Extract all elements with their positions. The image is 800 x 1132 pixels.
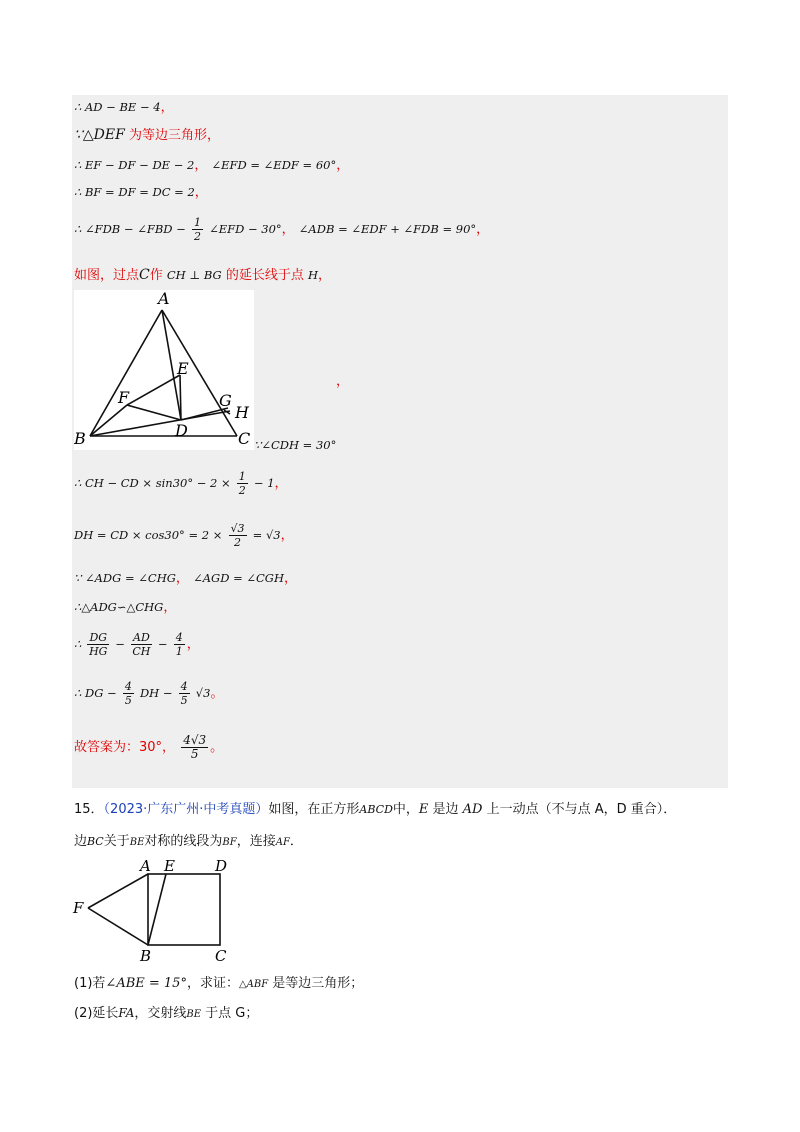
text: 于点 G； — [201, 1006, 259, 1021]
text: 作 — [149, 268, 167, 283]
text: 的延长线于点 — [221, 268, 308, 283]
label-c: C — [215, 947, 227, 965]
math-expression: ∴△ADG∽△CHG — [74, 600, 164, 614]
text: ，交射线 — [134, 1006, 187, 1021]
fraction: $\frac{AD}{CH}$ — [132, 631, 151, 658]
problem-source-link[interactable]: （2023·广东广州·中考真题） — [103, 802, 269, 817]
punct: ， — [317, 268, 331, 283]
math-expression: ∠AGD = ∠CGH — [193, 571, 285, 585]
label-c: C — [238, 429, 251, 448]
math-letter: AF — [275, 837, 290, 848]
fraction: $\frac{√3}{2}$ — [230, 522, 245, 549]
text: ，求证： — [186, 976, 239, 991]
punct: ， — [194, 158, 208, 173]
text: 如图，过点 — [74, 268, 140, 283]
punct: 。 — [210, 740, 224, 755]
solution-line-7 — [254, 437, 336, 454]
fraction: $\frac{4}{5}$ — [180, 680, 188, 707]
problem-15-line-2 — [74, 834, 303, 851]
math-expression: △ABF — [238, 979, 269, 990]
label-d: D — [175, 421, 188, 440]
punct: ， — [284, 571, 298, 586]
math-expression: DH − — [139, 686, 173, 700]
question-2 — [74, 1005, 258, 1023]
label-a: A — [140, 857, 151, 875]
stray-comma: ， — [336, 374, 350, 389]
solution-line-11 — [74, 599, 176, 616]
text: 是等边三角形； — [268, 976, 364, 991]
solution-line-10 — [74, 570, 297, 587]
solution-line-1 — [74, 99, 174, 116]
label-d: D — [215, 857, 228, 875]
solution-line-6 — [74, 267, 331, 284]
math-letter: E — [418, 802, 429, 817]
math-expression: ∵ ∠ADG = ∠CHG — [74, 571, 176, 585]
text: 如图，在正方形 — [268, 802, 360, 817]
math-letter: ABCD — [359, 803, 393, 816]
answer-line — [74, 730, 223, 766]
solution-line-4 — [74, 184, 208, 201]
math-expression: ∠EFD − 30° — [209, 222, 282, 236]
solution-line-2 — [74, 127, 220, 144]
solution-line-8 — [74, 468, 288, 499]
punct: ， — [280, 528, 294, 543]
math-letter: BF — [222, 837, 237, 848]
label-e: E — [164, 857, 175, 875]
operator: − — [115, 637, 125, 651]
math-expression: ∵∠CDH = 30° — [254, 438, 337, 452]
math-expression: ∴ EF − DF − DE − 2 — [74, 158, 195, 172]
text: (2)延长 — [74, 1006, 119, 1021]
math-letter: BE — [129, 837, 145, 848]
math-expression: ∵△DEF — [74, 127, 125, 143]
label-h: H — [235, 403, 249, 422]
math-letter: C — [139, 267, 150, 283]
math-expression: ∴ BF = DF = DC = 2 — [74, 185, 195, 199]
text: ． — [289, 834, 303, 849]
solution-line-9 — [74, 518, 294, 553]
answer-label: 故答案为：30°， — [74, 740, 176, 755]
solution-line-13 — [74, 676, 223, 711]
punct: ， — [186, 637, 200, 652]
math-expression: ∠EFD = ∠EDF = 60° — [211, 158, 337, 172]
text: (1)若 — [74, 976, 106, 991]
fraction: $\frac{1}{2}$ — [238, 470, 246, 497]
text: 对称的线段为 — [144, 834, 223, 849]
question-1 — [74, 976, 363, 993]
text: 边 — [74, 834, 88, 849]
fraction: $\frac{DG}{HG}$ — [89, 631, 108, 658]
square-figure — [70, 855, 240, 965]
label-b: B — [74, 429, 86, 448]
text: ，连接 — [236, 834, 276, 849]
punct: ， — [274, 476, 288, 491]
punct: ， — [281, 222, 295, 237]
operator: − — [157, 637, 168, 651]
label-f: F — [73, 899, 84, 917]
punct: ， — [175, 571, 189, 586]
math-letter: AD — [462, 802, 483, 817]
punct: ， — [160, 100, 174, 115]
text: 上一动点（不与点 A，D 重合）． — [482, 802, 677, 817]
math-letter: BE — [186, 1009, 202, 1020]
text: 关于 — [103, 834, 130, 849]
punct: ， — [336, 158, 350, 173]
fraction: $\frac{1}{2}$ — [193, 216, 201, 243]
math-expression: = √3 — [252, 528, 281, 542]
solution-line-5 — [74, 214, 489, 245]
math-expression: √3 — [195, 686, 211, 700]
fraction: $\frac{4}{1}$ — [175, 631, 183, 658]
math-expression: ∠ADB = ∠EDF + ∠FDB = 90° — [298, 222, 477, 236]
math-expression: ∴ DG − — [74, 686, 117, 700]
math-expression: ∴ ∠FDB − ∠FBD − — [74, 222, 186, 236]
math-expression: DH = CD × cos30° = 2 × — [74, 528, 223, 542]
label-a: A — [158, 290, 170, 308]
math-expression: ∴ CH − CD × sin30° − 2 × — [74, 476, 231, 490]
math-letter: FA — [118, 1006, 135, 1020]
punct: 。 — [210, 686, 224, 701]
punct: ， — [194, 185, 208, 200]
punct: ， — [163, 600, 177, 615]
solution-line-12 — [74, 627, 200, 662]
math-expression: ∴ — [74, 637, 82, 651]
label-e: E — [177, 359, 189, 378]
text: 是边 — [428, 802, 463, 817]
label-f: F — [118, 388, 130, 407]
math-letter: BC — [87, 835, 104, 848]
text: 为等边三角形， — [124, 128, 220, 143]
problem-15-line-1 — [74, 802, 676, 818]
problem-number: 15． — [74, 802, 104, 817]
text: 中， — [392, 802, 419, 817]
math-expression: − 1 — [253, 476, 275, 490]
math-expression: ∠ABE = 15° — [105, 976, 187, 991]
math-expression: ∴ AD − BE − 4 — [74, 100, 161, 114]
punct: ， — [476, 222, 490, 237]
fraction: $\frac{4}{5}$ — [124, 680, 132, 707]
label-g: G — [219, 391, 232, 410]
math-letter: H — [307, 268, 318, 282]
answer-fraction: $\frac{4√3}{5}$ — [183, 733, 207, 761]
solution-line-3 — [74, 157, 349, 174]
triangle-figure — [74, 290, 254, 450]
label-b: B — [140, 947, 152, 965]
math-expression: CH ⊥ BG — [166, 268, 222, 282]
